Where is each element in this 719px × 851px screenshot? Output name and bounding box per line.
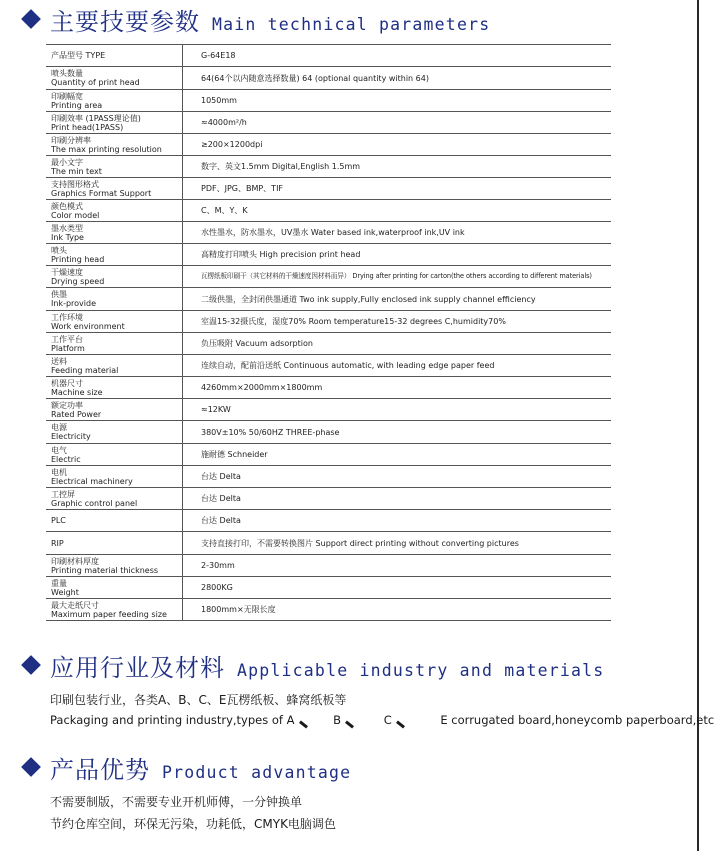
spec-label [46,488,183,510]
spec-label-cn: RIP [51,538,64,548]
spec-value: 二级供墨，全封闭供墨通道 Two ink supply,Fully enclosed ink supply channel efficiency [183,288,612,311]
industry-text-en-b: B [333,713,342,727]
spec-label-cn: 额定功率 [51,400,83,410]
spec-row [46,112,611,134]
industry-text-en [50,713,714,727]
spec-label [46,244,183,266]
spec-row [46,488,611,510]
spec-value: 负压吸附 Vacuum adsorption [183,333,612,355]
spec-label [46,466,183,488]
spec-label-cn: 电气 [51,445,67,455]
spec-label-en: Work environment [51,321,125,331]
spec-label-cn: 干燥速度 [51,267,83,277]
diamond-bullet-icon [21,655,41,675]
spec-label-cn: 颜色模式 [51,201,83,211]
spec-row [46,377,611,399]
spec-row [46,555,611,577]
spec-value: G-64E18 [183,45,612,67]
spec-label-cn: 重量 [51,578,67,588]
spec-value: 瓦楞纸板印刷干（其它材料的干燥速度因材料而异） Drying after printing for carton(the others according to different materials) [183,266,612,288]
spec-label [46,134,183,156]
spec-label-cn: 电机 [51,467,67,477]
spec-label-cn: 印刷效率 (1PASS理论值) [51,113,141,123]
spec-label [46,156,183,178]
spec-row [46,532,611,555]
spec-label-en: Electricity [51,432,91,441]
spec-label-en: The max printing resolution [51,144,162,154]
advantage-line-1: 不需要制版，不需要专业开机师傅，一分钟换单 [50,795,303,809]
spec-value: 室温15-32摄氏度，湿度70% Room temperature15-32 degrees C,humidity70% [183,311,612,333]
spec-label-en: Platform [51,343,85,353]
spec-label-en: Printing material thickness [51,565,159,575]
heading-en: Applicable industry and materials [237,661,605,680]
product-advantage-heading [24,750,351,785]
spec-label [46,67,183,90]
spec-value: 4260mm×2000mm×1800mm [183,377,612,399]
spec-row [46,134,611,156]
spec-row [46,244,611,266]
spec-value: 数字、英文1.5mm Digital,English 1.5mm [183,156,612,178]
spec-row [46,444,611,466]
spec-row [46,156,611,178]
spec-label [46,288,183,311]
spec-value: 380V±10% 50/60HZ THREE-phase [183,421,612,444]
spec-label-cn: 产品型号 TYPE [51,51,106,60]
spec-row [46,311,611,333]
spec-label [46,577,183,599]
spec-label [46,532,183,555]
spec-label-en: Machine size [51,387,103,397]
spec-row [46,222,611,244]
spec-label-en: Maximum paper feeding size [51,609,167,619]
spec-value: C、M、Y、K [183,200,612,222]
spec-label-en: Print head(1PASS) [51,122,124,132]
spec-label [46,444,183,466]
diamond-bullet-icon [21,757,41,777]
spec-value: 台达 Delta [183,488,612,510]
spec-row [46,577,611,599]
spec-row [46,355,611,377]
spec-value: ≥200×1200dpi [183,134,612,156]
spec-row [46,288,611,311]
spec-row [46,90,611,112]
spec-value: 1800mm×无限长度 [183,599,612,621]
spec-label-cn: 最大走纸尺寸 [51,600,99,610]
spec-label-en: Graphics Format Support [51,188,152,198]
heading-cn: 产品优势 [50,756,150,784]
spec-label-en: Electrical machinery [51,476,133,486]
spec-value: 1050mm [183,90,612,112]
spec-label [46,90,183,112]
spec-label-en: Feeding material [51,365,119,375]
spec-value: 水性墨水，防水墨水，UV墨水 Water based ink,waterproof ink,UV ink [183,222,612,244]
spec-label-cn: 送料 [51,356,67,366]
spec-row [46,599,611,621]
industry-text-en-d: E corrugated board,honeycomb paperboard,etc [440,713,715,727]
spec-label-cn: 印刷材料厚度 [51,556,99,566]
spec-label [46,45,183,67]
spec-label [46,311,183,333]
parameters-table [46,44,611,621]
spec-row [46,466,611,488]
diamond-bullet-icon [21,9,41,29]
spec-label-en: Drying speed [51,276,105,286]
industry-text-en-c: C [383,713,392,727]
spec-label-en: Electric [51,454,81,464]
spec-value: 高精度打印喷头 High precision print head [183,244,612,266]
spec-row [46,333,611,355]
spec-label [46,399,183,421]
spec-label [46,222,183,244]
spec-value: 台达 Delta [183,510,612,532]
spec-label-en: Printing area [51,100,103,110]
spec-label [46,355,183,377]
spec-label-cn: 支持图形格式 [51,179,99,189]
applicable-industry-heading [24,648,604,683]
spec-label-cn: 墨水类型 [51,223,83,233]
spec-value: 台达 Delta [183,466,612,488]
spec-label-cn: 喷头数量 [51,69,83,78]
spec-label-en: Quantity of print head [51,78,140,87]
industry-text-cn: 印刷包装行业，各类A、B、C、E瓦楞纸板、蜂窝纸板等 [50,693,347,707]
spec-label [46,200,183,222]
spec-value: ≈12KW [183,399,612,421]
spec-label [46,377,183,399]
spec-label-en: Graphic control panel [51,498,138,508]
spec-label-en: Weight [51,587,79,597]
spec-label-cn: PLC [51,516,66,525]
spec-label [46,510,183,532]
spec-label-cn: 印刷分辨率 [51,135,91,145]
spec-label [46,421,183,444]
spec-label-cn: 工控屏 [51,489,75,499]
tick-mark-icon [396,721,405,729]
spec-label-en: Printing head [51,254,105,264]
spec-label-cn: 印刷幅宽 [51,91,83,101]
advantage-line-2: 节约仓库空间，环保无污染，功耗低，CMYK电脑调色 [50,817,336,831]
spec-label-en: Rated Power [51,409,102,419]
spec-row [46,67,611,90]
heading-cn: 主要技要参数 [50,8,200,36]
heading-cn: 应用行业及材料 [50,654,225,682]
spec-row [46,421,611,444]
spec-label [46,178,183,200]
spec-row [46,178,611,200]
spec-row [46,200,611,222]
spec-label-cn: 喷头 [51,245,67,255]
spec-label-cn: 电源 [51,423,67,432]
spec-label-cn: 最小文字 [51,157,83,167]
spec-label-en: Ink Type [51,232,84,242]
tick-mark-icon [345,721,354,729]
spec-row [46,399,611,421]
spec-value: 2800KG [183,577,612,599]
spec-label-cn: 工作环境 [51,312,83,322]
spec-label-en: Color model [51,210,100,220]
main-parameters-heading [24,2,490,37]
spec-label [46,266,183,288]
spec-value: 支持直接打印，不需要转换图片 Support direct printing without converting pictures [183,532,612,555]
spec-label [46,112,183,134]
spec-value: 施耐德 Schneider [183,444,612,466]
spec-label-cn: 机器尺寸 [51,378,83,388]
heading-en: Product advantage [162,763,352,782]
spec-label-en: Ink-provide [51,299,96,308]
spec-label-cn: 供墨 [51,290,67,299]
spec-value: PDF、JPG、BMP、TIF [183,178,612,200]
spec-value: 2-30mm [183,555,612,577]
spec-value: 64(64个以内随意选择数量) 64 (optional quantity within 64) [183,67,612,90]
spec-label [46,333,183,355]
heading-en: Main technical parameters [212,15,491,34]
spec-value: ≈4000m²/h [183,112,612,134]
spec-label-cn: 工作平台 [51,334,83,344]
spec-label-en: The min text [51,166,102,176]
spec-row [46,266,611,288]
spec-row [46,45,611,67]
tick-mark-icon [299,721,308,729]
spec-label [46,555,183,577]
spec-label [46,599,183,621]
spec-value: 连续自动，配前沿送纸 Continuous automatic, with leading edge paper feed [183,355,612,377]
spec-row [46,510,611,532]
industry-text-en-a: Packaging and printing industry,types of A [50,713,295,727]
